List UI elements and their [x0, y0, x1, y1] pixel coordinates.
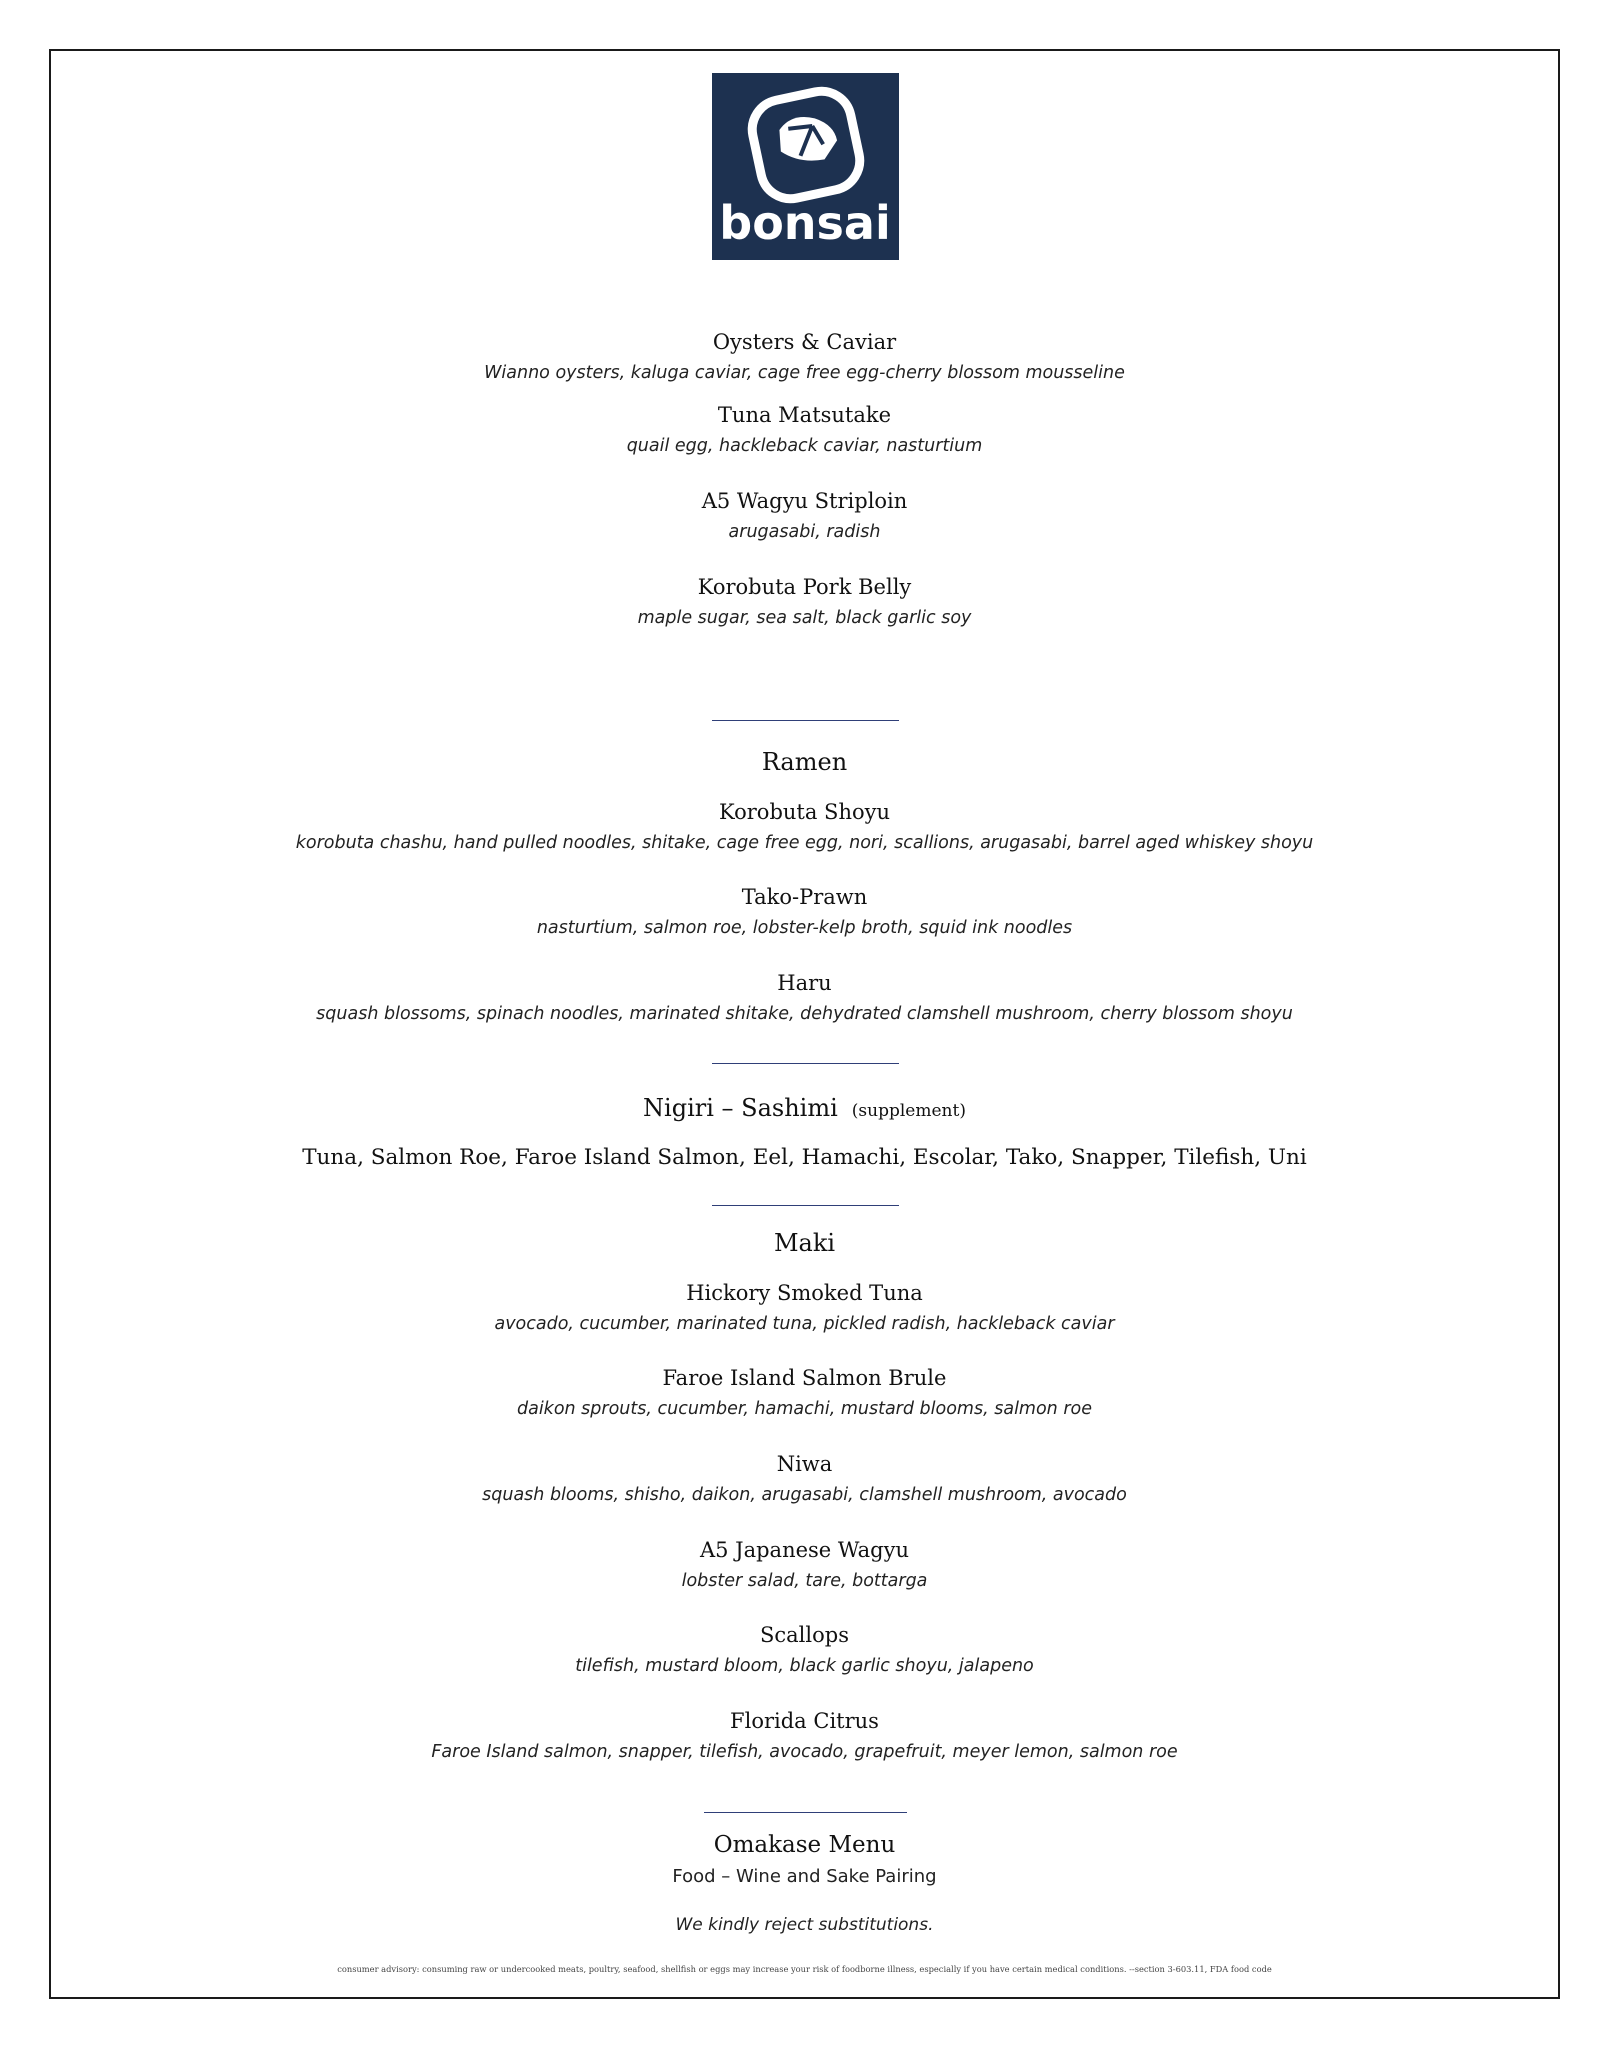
course-description: lobster salad, tare, bottarga	[681, 1571, 928, 1591]
course-description: Wianno oysters, kaluga caviar, cage free egg-cherry blossom mousseline	[484, 363, 1125, 383]
course-description: arugasabi, radish	[728, 522, 881, 542]
course-title: Tuna Matsutake	[717, 403, 892, 427]
nigiri-list: Tuna, Salmon Roe, Faroe Island Salmon, Eel, Hamachi, Escolar, Tako, Snapper, Tilefish, Uni	[302, 1145, 1307, 1170]
course-title: Florida Citrus	[730, 1709, 879, 1733]
section-divider	[712, 1063, 899, 1064]
course-description: tilefish, mustard bloom, black garlic shoyu, jalapeno	[575, 1656, 1034, 1676]
bonsai-logo-mark	[712, 73, 899, 260]
course-title: A5 Wagyu Striploin	[701, 489, 908, 513]
section-divider	[712, 1205, 899, 1206]
consumer-advisory: consumer advisory: consuming raw or undercooked meats, poultry, seafood, shellfish or eggs may increase your risk of foodborne illness, especially if you have certain medical conditions. --section 3-603.11, FDA food code	[337, 1964, 1272, 1974]
bonsai-logo	[712, 73, 899, 260]
section-heading-omakase: Omakase Menu	[713, 1832, 896, 1858]
course-description: nasturtium, salmon roe, lobster-kelp broth, squid ink noodles	[536, 918, 1073, 938]
course-description: squash blooms, shisho, daikon, arugasabi, clamshell mushroom, avocado	[482, 1485, 1127, 1505]
section-divider	[712, 720, 899, 721]
course-title: Korobuta Pork Belly	[697, 575, 912, 599]
course-title: Niwa	[776, 1452, 833, 1476]
course-title: Oysters & Caviar	[712, 330, 897, 354]
course-description: squash blossoms, spinach noodles, marinated shitake, dehydrated clamshell mushroom, cherry blossom shoyu	[316, 1004, 1293, 1024]
course-description: daikon sprouts, cucumber, hamachi, mustard blooms, salmon roe	[516, 1399, 1093, 1419]
course-description: korobuta chashu, hand pulled noodles, shitake, cage free egg, nori, scallions, arugasabi, barrel aged whiskey shoyu	[295, 833, 1314, 853]
omakase-subtitle: Food – Wine and Sake Pairing	[672, 1866, 937, 1887]
course-description: quail egg, hackleback caviar, nasturtium	[626, 436, 983, 456]
course-title: A5 Japanese Wagyu	[699, 1538, 910, 1562]
logo-wordmark: bonsai	[719, 196, 891, 250]
course-title: Korobuta Shoyu	[719, 800, 890, 824]
section-heading-ramen: Ramen	[761, 748, 848, 776]
course-description: maple sugar, sea salt, black garlic soy	[637, 608, 972, 628]
supplement-note: (supplement)	[851, 1101, 966, 1121]
nigiri-heading-text: Nigiri – Sashimi	[643, 1094, 838, 1122]
substitution-notice: We kindly reject substitutions.	[675, 1915, 934, 1935]
course-description: Faroe Island salmon, snapper, tilefish, avocado, grapefruit, meyer lemon, salmon roe	[431, 1742, 1178, 1762]
section-heading-maki: Maki	[773, 1229, 836, 1257]
course-title: Scallops	[760, 1623, 849, 1647]
course-title: Tako-Prawn	[741, 885, 868, 909]
section-divider	[704, 1812, 907, 1813]
course-title: Faroe Island Salmon Brule	[662, 1366, 947, 1390]
course-title: Haru	[777, 971, 832, 995]
section-heading-nigiri	[0, 1094, 1609, 1122]
course-title: Hickory Smoked Tuna	[686, 1281, 923, 1305]
course-description: avocado, cucumber, marinated tuna, pickled radish, hackleback caviar	[494, 1314, 1115, 1334]
